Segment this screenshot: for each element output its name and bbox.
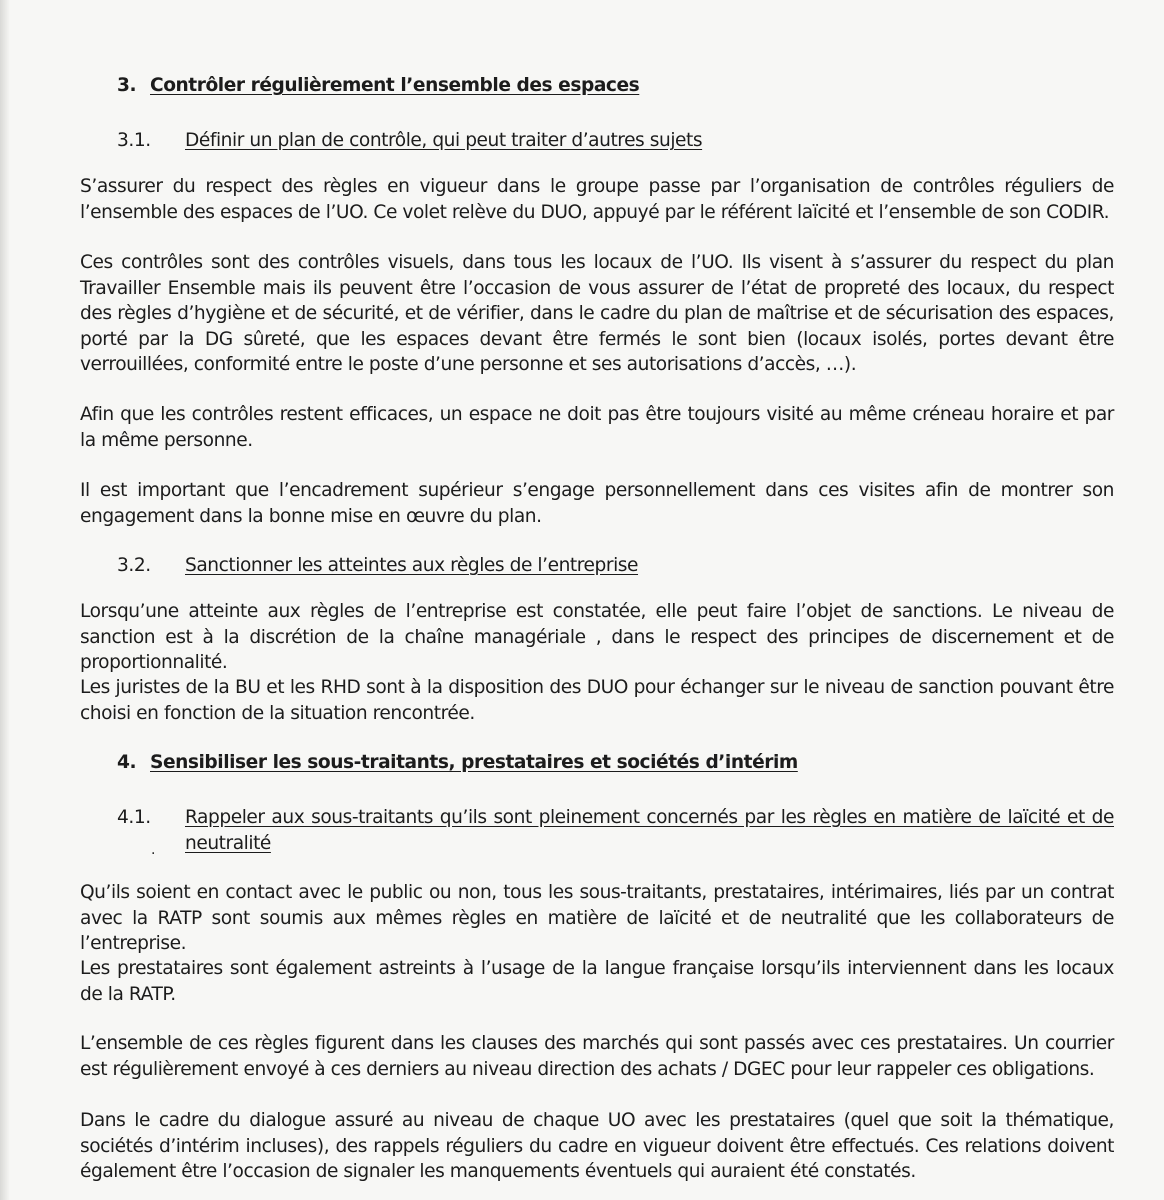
paragraph: Les juristes de la BU et les RHD sont à la disposition des DUO pour échanger sur le niveau de sanction pouvant être choisi en fonction de la situation rencontrée.	[80, 677, 1114, 724]
section-title: Sensibiliser les sous-traitants, prestataires et sociétés d’intérim	[150, 752, 798, 773]
bullet-marker: .	[151, 842, 156, 858]
section-number: 4.	[117, 752, 137, 773]
paragraph: Il est important que l’encadrement supérieur s’engage personnellement dans ces visites afin de montrer son engagement dans la bonne mise en œuvre du plan.	[80, 480, 1114, 527]
paragraph: Qu’ils soient en contact avec le public ou non, tous les sous-traitants, prestataires, intérimaires, liés par un contrat avec la RATP sont soumis aux mêmes règles en matière de laïcité et de neutralité que les collaborateurs de l’entreprise.	[80, 882, 1114, 954]
section-3-heading	[117, 73, 639, 99]
subsection-title: Définir un plan de contrôle, qui peut traiter d’autres sujets	[185, 130, 703, 151]
subsection-title: Sanctionner les atteintes aux règles de l’entreprise	[185, 555, 639, 576]
subsection-3-2-heading	[117, 553, 1117, 579]
section-title: Contrôler régulièrement l’ensemble des espaces	[150, 75, 640, 96]
section-4-heading	[117, 750, 798, 776]
paragraph: Les prestataires sont également astreints à l’usage de la langue française lorsqu’ils interviennent dans les locaux de la RATP.	[80, 958, 1114, 1005]
paragraph: Lorsqu’une atteinte aux règles de l’entreprise est constatée, elle peut faire l’objet de sanctions. Le niveau de sanction est à la discrétion de la chaîne managériale , dans le respect des principes de discernement et de proportionnalité.	[80, 601, 1114, 673]
subsection-3-1-heading	[117, 128, 1117, 154]
paragraph: L’ensemble de ces règles figurent dans les clauses des marchés qui sont passés avec ces prestataires. Un courrier est régulièrement envoyé à ces derniers au niveau direction des achats / DGEC pour leur rappeler ces obligations.	[80, 1033, 1114, 1080]
subsection-number: 3.1.	[117, 130, 151, 151]
paragraph: S’assurer du respect des règles en vigueur dans le groupe passe par l’organisation de contrôles réguliers de l’ensemble des espaces de l’UO. Ce volet relève du DUO, appuyé par le référent laïcité et l’ensemble de son CODIR.	[80, 176, 1114, 223]
subsection-4-1-heading	[117, 805, 1114, 856]
paragraph: Ces contrôles sont des contrôles visuels, dans tous les locaux de l’UO. Ils visent à s’assurer du respect du plan Travailler Ensemble mais ils peuvent être l’occasion de vous assurer de l’état de propreté des locaux, du respect des règles d’hygiène et de sécurité, et de vérifier, dans le cadre du plan de maîtrise et de sécurisation des espaces, porté par la DG sûreté, que les espaces devant être fermés le sont bien (locaux isolés, portes devant être verrouillées, conformité entre le poste d’une personne et ses autorisations d’accès, …).	[80, 252, 1114, 375]
page-edge-shadow	[0, 0, 10, 1200]
paragraph: Afin que les contrôles restent efficaces, un espace ne doit pas être toujours visité au même créneau horaire et par la même personne.	[80, 404, 1114, 451]
subsection-number: 3.2.	[117, 555, 151, 576]
section-number: 3.	[117, 75, 137, 96]
paragraph: Dans le cadre du dialogue assuré au niveau de chaque UO avec les prestataires (quel que soit la thématique, sociétés d’intérim incluses), des rappels réguliers du cadre en vigueur doivent être effectués. Ces relations doivent également être l’occasion de signaler les manquements éventuels qui auraient été constatés.	[80, 1110, 1114, 1182]
subsection-title: Rappeler aux sous-traitants qu’ils sont pleinement concernés par les règles en matière de laïcité et de neutralité	[185, 807, 1114, 854]
subsection-number: 4.1.	[117, 807, 151, 828]
